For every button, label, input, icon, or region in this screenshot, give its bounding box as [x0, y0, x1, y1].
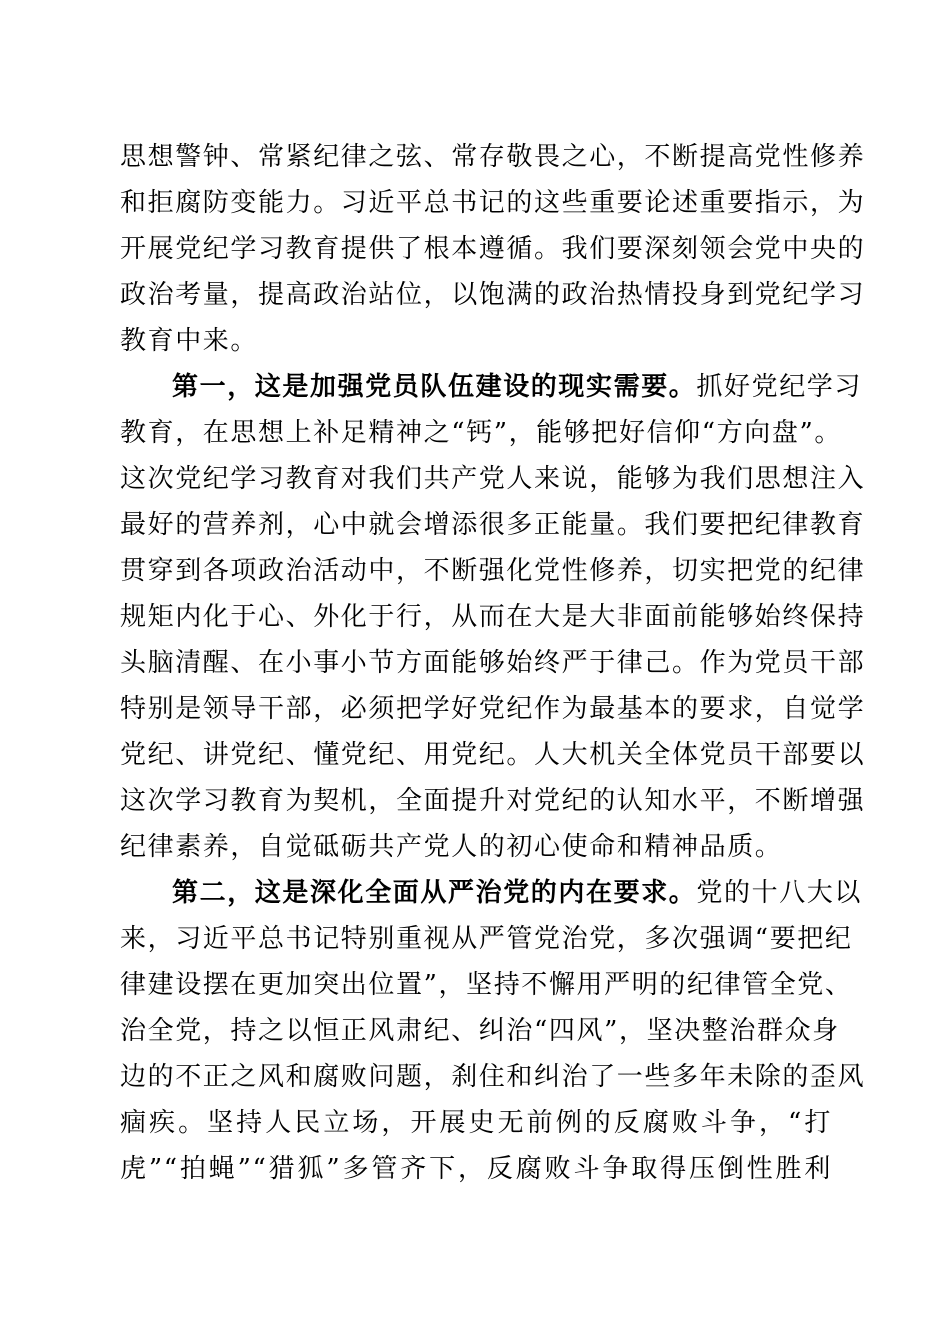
paragraph-2-line-11: 纪律素养，自觉砥砺共产党人的初心使命和精神品质。 — [120, 832, 783, 862]
paragraph-2-first-line-rest: 抓好党纪学习 — [696, 372, 863, 402]
paragraph-3-line-3: 律建设摆在更加突出位置”，坚持不懈用严明的纪律管全党、 — [120, 970, 853, 1000]
paragraph-2-first-line — [172, 364, 863, 410]
paragraph-2-line-8: 特别是领导干部，必须把学好党纪作为最基本的要求，自觉学 — [120, 694, 866, 724]
paragraph-2-line-2: 教育，在思想上补足精神之“钙”，能够把好信仰“方向盘”。 — [120, 418, 842, 448]
paragraph-3-line-2: 来，习近平总书记特别重视从严管党治党，多次强调“要把纪 — [120, 924, 853, 954]
paragraph-3-heading: 第二，这是深化全面从严治党的内在要求。 — [172, 878, 697, 908]
paragraph-1-line-2: 和拒腐防变能力。习近平总书记的这些重要论述重要指示，为 — [120, 188, 866, 218]
paragraph-2-line-9: 党纪、讲党纪、懂党纪、用党纪。人大机关全体党员干部要以 — [120, 740, 866, 770]
paragraph-2-line-10: 这次学习教育为契机，全面提升对党纪的认知水平，不断增强 — [120, 786, 866, 816]
paragraph-2-line-4: 最好的营养剂，心中就会增添很多正能量。我们要把纪律教育 — [120, 510, 866, 540]
paragraph-3-line-5: 边的不正之风和腐败问题，刹住和纠治了一些多年未除的歪风 — [120, 1062, 866, 1092]
paragraph-2-line-6: 规矩内化于心、外化于行，从而在大是大非面前能够始终保持 — [120, 602, 866, 632]
paragraph-3-line-6: 痼疾。坚持人民立场，开展史无前例的反腐败斗争，“打 — [120, 1108, 832, 1138]
paragraph-1-line-5: 教育中来。 — [120, 326, 259, 356]
paragraph-3-first-line-rest: 党的十八大以 — [696, 878, 863, 908]
paragraph-3-first-line — [172, 870, 863, 916]
paragraph-1-line-1: 思想警钟、常紧纪律之弦、常存敬畏之心，不断提高党性修养 — [120, 142, 866, 172]
paragraph-1-line-4: 政治考量，提高政治站位，以饱满的政治热情投身到党纪学习 — [120, 280, 866, 310]
paragraph-2-line-5: 贯穿到各项政治活动中，不断强化党性修养，切实把党的纪律 — [120, 556, 866, 586]
paragraph-1-line-3: 开展党纪学习教育提供了根本遵循。我们要深刻领会党中央的 — [120, 234, 866, 264]
paragraph-3-line-7: 虎”“拍蝇”“猎狐”多管齐下，反腐败斗争取得压倒性胜利 — [120, 1154, 832, 1184]
paragraph-2-heading: 第一，这是加强党员队伍建设的现实需要。 — [172, 372, 697, 402]
paragraph-2-line-3: 这次党纪学习教育对我们共产党人来说，能够为我们思想注入 — [120, 464, 866, 494]
paragraph-2-line-7: 头脑清醒、在小事小节方面能够始终严于律己。作为党员干部 — [120, 648, 866, 678]
paragraph-3-line-4: 治全党，持之以恒正风肃纪、纠治“四风”，坚决整治群众身 — [120, 1016, 840, 1046]
